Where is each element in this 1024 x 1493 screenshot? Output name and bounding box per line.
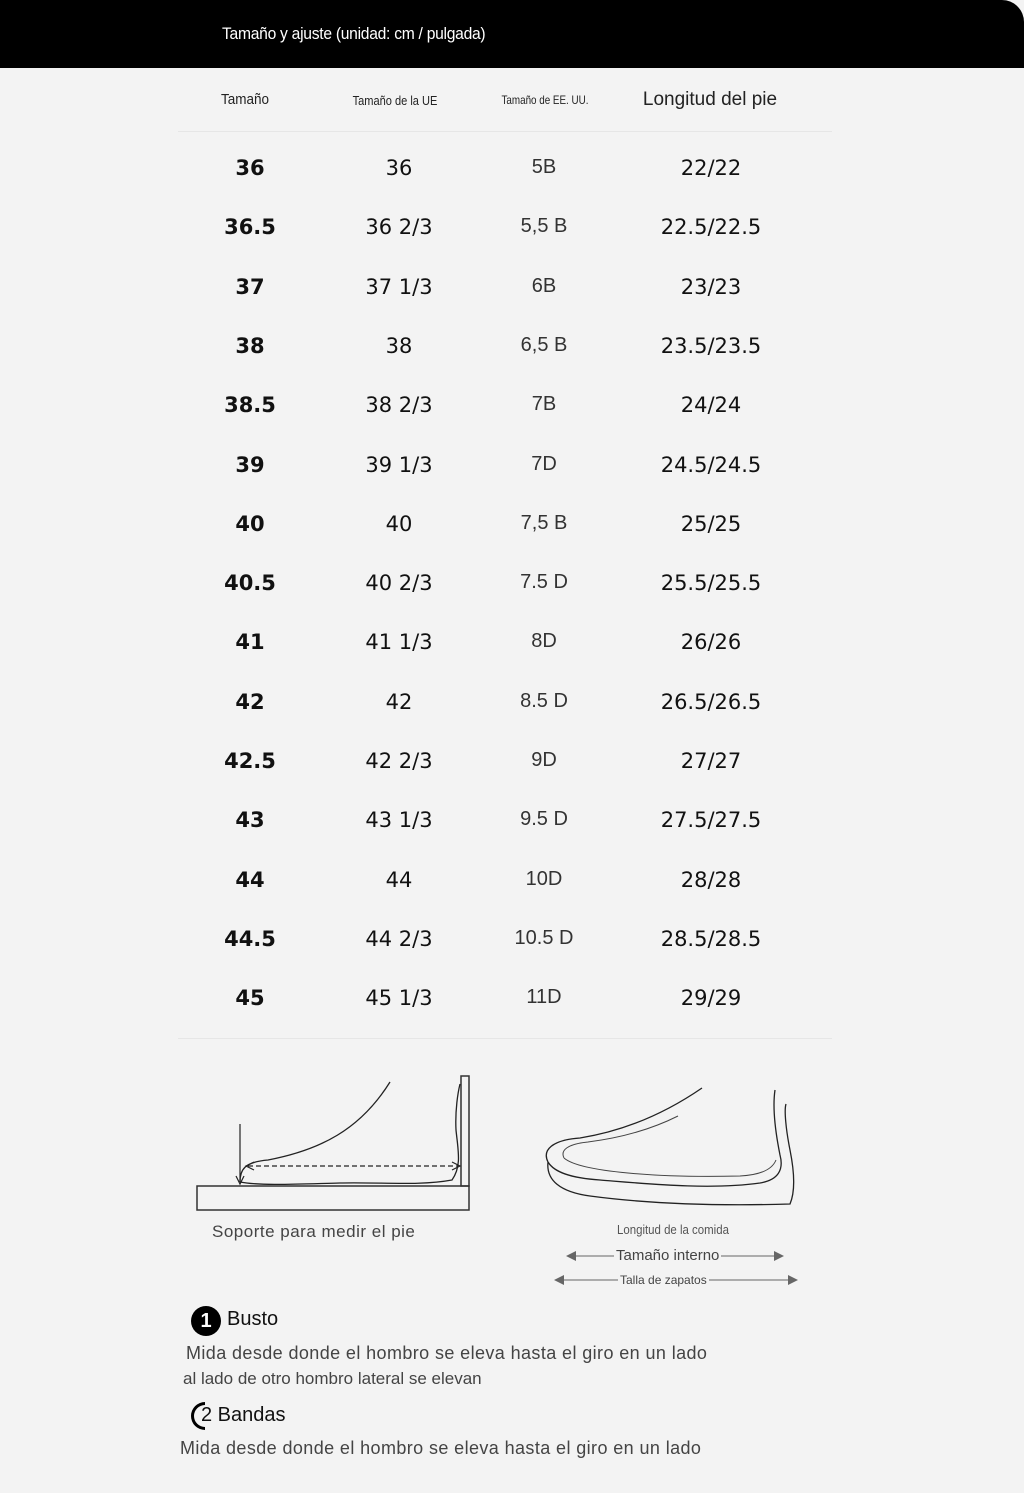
note-2-title: 2 Bandas (201, 1404, 286, 1426)
cell-size: 38.5 (224, 393, 276, 417)
table-row (0, 453, 1024, 493)
column-header-size: Tamaño (220, 91, 270, 108)
table-row (0, 571, 1024, 611)
cell-us-size: 6B (531, 275, 557, 297)
cell-eu-size: 42 2/3 (365, 749, 433, 773)
cell-size: 36.5 (224, 215, 276, 239)
cell-us-size: 8.5 D (520, 690, 568, 712)
cell-foot-length: 28/28 (680, 868, 742, 892)
cell-us-size: 6,5 B (520, 334, 568, 356)
table-row (0, 986, 1024, 1026)
cell-us-size: 7.5 D (520, 571, 568, 593)
cell-foot-length: 22/22 (680, 156, 742, 180)
cell-size: 43 (235, 808, 265, 832)
cell-foot-length: 27.5/27.5 (660, 808, 762, 832)
cell-eu-size: 39 1/3 (365, 453, 433, 477)
cell-size: 36 (235, 156, 265, 180)
column-header-foot-length: Longitud del pie (642, 89, 778, 110)
cell-us-size: 10D (525, 868, 563, 890)
cell-size: 44 (235, 868, 265, 892)
cell-size: 45 (235, 986, 265, 1010)
cell-us-size: 5B (531, 156, 557, 178)
page-title: Tamaño y ajuste (unidad: cm / pulgada) (222, 24, 486, 43)
note-2-line-1: Mida desde donde el hombro se eleva hasta el giro en un lado (180, 1438, 702, 1458)
header-divider (178, 131, 832, 132)
cell-us-size: 8D (531, 630, 557, 652)
note-1-line-2: al lado de otro hombro lateral se elevan (183, 1369, 482, 1388)
table-row (0, 630, 1024, 670)
table-row (0, 215, 1024, 255)
cell-eu-size: 41 1/3 (365, 630, 433, 654)
cell-size: 44.5 (224, 927, 276, 951)
cell-us-size: 7,5 B (520, 512, 568, 534)
cell-foot-length: 23/23 (680, 275, 742, 299)
cell-size: 42.5 (224, 749, 276, 773)
note-1-title: Busto (227, 1308, 279, 1330)
shoe-diagram (540, 1080, 810, 1215)
column-header-eu-size: Tamaño de la UE (352, 93, 438, 108)
cell-eu-size: 37 1/3 (365, 275, 433, 299)
table-row (0, 393, 1024, 433)
cell-foot-length: 25.5/25.5 (660, 571, 762, 595)
cell-us-size: 5,5 B (520, 215, 568, 237)
note-1-line-1: Mida desde donde el hombro se eleva hasta el giro en un lado (186, 1343, 708, 1363)
cell-eu-size: 36 2/3 (365, 215, 433, 239)
cell-foot-length: 26.5/26.5 (660, 690, 762, 714)
cell-eu-size: 40 2/3 (365, 571, 433, 595)
cell-foot-length: 24.5/24.5 (660, 453, 762, 477)
table-row (0, 749, 1024, 789)
cell-foot-length: 26/26 (680, 630, 742, 654)
cell-eu-size: 40 (385, 512, 413, 536)
cell-us-size: 7D (531, 453, 557, 475)
cell-us-size: 9D (531, 749, 557, 771)
cell-size: 38 (235, 334, 265, 358)
inner-size-label: Tamaño interno (616, 1247, 720, 1264)
cell-eu-size: 38 (385, 334, 413, 358)
table-row (0, 868, 1024, 908)
cell-foot-length: 22.5/22.5 (660, 215, 762, 239)
table-row (0, 275, 1024, 315)
cell-eu-size: 42 (385, 690, 413, 714)
cell-size: 41 (235, 630, 265, 654)
column-header-us-size: Tamaño de EE. UU. (501, 93, 589, 107)
note-1-number-badge: 1 (191, 1306, 221, 1336)
table-row (0, 808, 1024, 848)
cell-us-size: 9.5 D (520, 808, 568, 830)
cell-foot-length: 28.5/28.5 (660, 927, 762, 951)
cell-foot-length: 29/29 (680, 986, 742, 1010)
shoe-diagram-caption: Longitud de la comida (617, 1222, 729, 1237)
cell-us-size: 11D (526, 986, 562, 1008)
cell-eu-size: 36 (385, 156, 413, 180)
header-bar (0, 0, 1024, 68)
table-row (0, 156, 1024, 196)
foot-measure-diagram (190, 1070, 480, 1220)
table-divider (178, 1038, 832, 1039)
cell-eu-size: 45 1/3 (365, 986, 433, 1010)
cell-eu-size: 44 2/3 (365, 927, 433, 951)
table-row (0, 334, 1024, 374)
cell-foot-length: 25/25 (680, 512, 742, 536)
cell-size: 42 (235, 690, 265, 714)
cell-foot-length: 24/24 (680, 393, 742, 417)
cell-foot-length: 27/27 (680, 749, 742, 773)
table-row (0, 512, 1024, 552)
table-row (0, 927, 1024, 967)
cell-eu-size: 44 (385, 868, 413, 892)
cell-us-size: 10.5 D (514, 927, 574, 949)
shoe-size-label: Talla de zapatos (620, 1273, 707, 1287)
cell-us-size: 7B (531, 393, 557, 415)
table-row (0, 690, 1024, 730)
cell-size: 37 (235, 275, 265, 299)
cell-size: 40 (235, 512, 265, 536)
cell-size: 39 (235, 453, 265, 477)
cell-size: 40.5 (224, 571, 276, 595)
cell-eu-size: 38 2/3 (365, 393, 433, 417)
cell-eu-size: 43 1/3 (365, 808, 433, 832)
foot-diagram-caption: Soporte para medir el pie (212, 1222, 416, 1241)
cell-foot-length: 23.5/23.5 (660, 334, 762, 358)
